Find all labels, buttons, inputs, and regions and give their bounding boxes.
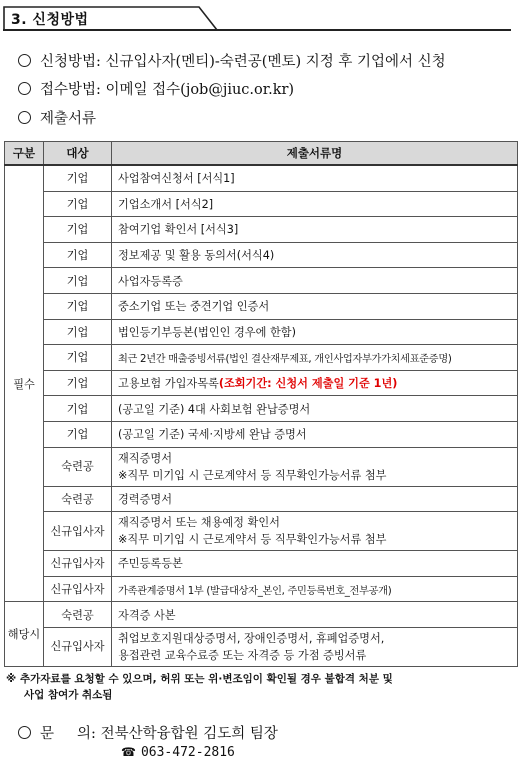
category-required: 필수 <box>5 165 44 602</box>
target-cell: 기업 <box>44 396 112 422</box>
target-cell: 숙련공 <box>44 447 112 486</box>
target-cell: 기업 <box>44 242 112 268</box>
table-row <box>5 512 518 551</box>
document-cell: 자격증 사본 <box>112 602 518 628</box>
document-cell: 가족관계증명서 1부 (발급대상자_본인, 주민등록번호_전부공개) <box>112 576 518 602</box>
target-cell: 기업 <box>44 319 112 345</box>
reference-mark: ※ <box>6 673 17 685</box>
table-row <box>5 551 518 577</box>
circle-bullet-icon <box>18 54 31 67</box>
bullet-text: 접수방법: 이메일 접수(job@jiuc.or.kr) <box>40 82 295 98</box>
target-cell: 기업 <box>44 370 112 396</box>
table-row <box>5 319 518 345</box>
document-cell: 법인등기부등본(법인인 경우에 한함) <box>112 319 518 345</box>
period-highlight: (조회기간: 신청서 제출일 기준 1년) <box>218 377 398 391</box>
circle-bullet-icon <box>18 111 31 124</box>
document-cell: 사업참여신청서 [서식1] <box>112 165 518 191</box>
notice-line-1: ※ 추가자료를 요청할 수 있으며, 허위 또는 위·변조임이 확인될 경우 불합격 처분 및 <box>6 673 393 685</box>
document-cell <box>112 512 518 551</box>
table-row <box>5 627 518 666</box>
bullet-text: 제출서류 <box>40 111 97 127</box>
document-note: ※직무 미기입 시 근로계약서 등 직무확인가능서류 첨부 <box>118 533 387 547</box>
target-cell: 기업 <box>44 191 112 217</box>
document-cell: 주민등록등본 <box>112 551 518 577</box>
table-row <box>5 165 518 191</box>
document-text: 재직증명서 또는 채용예정 확인서 <box>118 516 280 530</box>
document-cell: 경력증명서 <box>112 486 518 512</box>
target-cell: 숙련공 <box>44 602 112 628</box>
target-cell: 기업 <box>44 268 112 294</box>
document-cell <box>112 627 518 666</box>
document-note: 용접관련 교육수료증 또는 자격증 등 가점 증빙서류 <box>118 648 367 662</box>
table-row <box>5 602 518 628</box>
bullet-apply-method <box>18 50 446 71</box>
document-cell: 중소기업 또는 중견기업 인증서 <box>112 293 518 319</box>
table-row <box>5 268 518 294</box>
table-row <box>5 370 518 396</box>
table-row <box>5 217 518 243</box>
table-row <box>5 576 518 602</box>
document-cell <box>112 447 518 486</box>
document-text: 고용보험 가입자목록 <box>118 377 219 391</box>
target-cell: 기업 <box>44 217 112 243</box>
table-row <box>5 242 518 268</box>
section-header <box>3 5 511 31</box>
document-cell: 참여기업 확인서 [서식3] <box>112 217 518 243</box>
document-cell: 정보제공 및 활용 동의서(서식4) <box>112 242 518 268</box>
table-row <box>5 293 518 319</box>
circle-bullet-icon <box>18 82 31 95</box>
circle-bullet-icon <box>18 726 31 739</box>
section-title: 3. 신청방법 <box>11 12 89 28</box>
table-row <box>5 396 518 422</box>
target-cell: 신규입사자 <box>44 512 112 551</box>
bullet-text: 신청방법: 신규입사자(멘티)-숙련공(멘토) 지정 후 기업에서 신청 <box>40 54 446 70</box>
document-cell: 사업자등록증 <box>112 268 518 294</box>
table-row <box>5 447 518 486</box>
target-cell: 기업 <box>44 421 112 447</box>
bullet-documents <box>18 107 96 128</box>
target-cell: 기업 <box>44 345 112 371</box>
document-cell <box>112 370 518 396</box>
target-cell: 신규입사자 <box>44 627 112 666</box>
target-cell: 기업 <box>44 293 112 319</box>
documents-table <box>4 141 518 667</box>
notice-line-2: 사업 참여가 취소됨 <box>24 689 113 701</box>
bullet-submit-method <box>18 78 294 99</box>
table-row <box>5 486 518 512</box>
contact-line <box>18 722 278 743</box>
document-cell: (공고일 기준) 국세·지방세 완납 증명서 <box>112 421 518 447</box>
contact-phone <box>121 745 235 760</box>
table-header-row <box>5 142 518 166</box>
table-row <box>5 191 518 217</box>
col-header-documents: 제출서류명 <box>112 142 518 166</box>
col-header-category: 구분 <box>5 142 44 166</box>
document-text: 재직증명서 <box>118 451 173 465</box>
document-cell: (공고일 기준) 4대 사회보험 완납증명서 <box>112 396 518 422</box>
target-cell: 신규입사자 <box>44 551 112 577</box>
notice <box>6 671 518 703</box>
col-header-target: 대상 <box>44 142 112 166</box>
table-row <box>5 421 518 447</box>
telephone-icon: ☎ <box>121 745 136 759</box>
target-cell: 숙련공 <box>44 486 112 512</box>
contact-value: 전북산학융합원 김도희 팀장 <box>100 726 278 742</box>
target-cell: 신규입사자 <box>44 576 112 602</box>
target-cell: 기업 <box>44 165 112 191</box>
table-row <box>5 345 518 371</box>
document-cell: 최근 2년간 매출증빙서류(법인 결산재무제표, 개인사업자부가가치세표준증명) <box>112 345 518 371</box>
document-text: 취업보호지원대상증명서, 장애인증명서, 휴폐업증명서, <box>118 631 385 645</box>
category-if-applicable: 해당시 <box>5 602 44 667</box>
document-note: ※직무 미기입 시 근로계약서 등 직무확인가능서류 첨부 <box>118 468 387 482</box>
document-cell: 기업소개서 [서식2] <box>112 191 518 217</box>
phone-number: 063-472-2816 <box>140 745 235 760</box>
contact-label: 문 의: <box>40 726 96 742</box>
section-divider <box>3 29 511 31</box>
